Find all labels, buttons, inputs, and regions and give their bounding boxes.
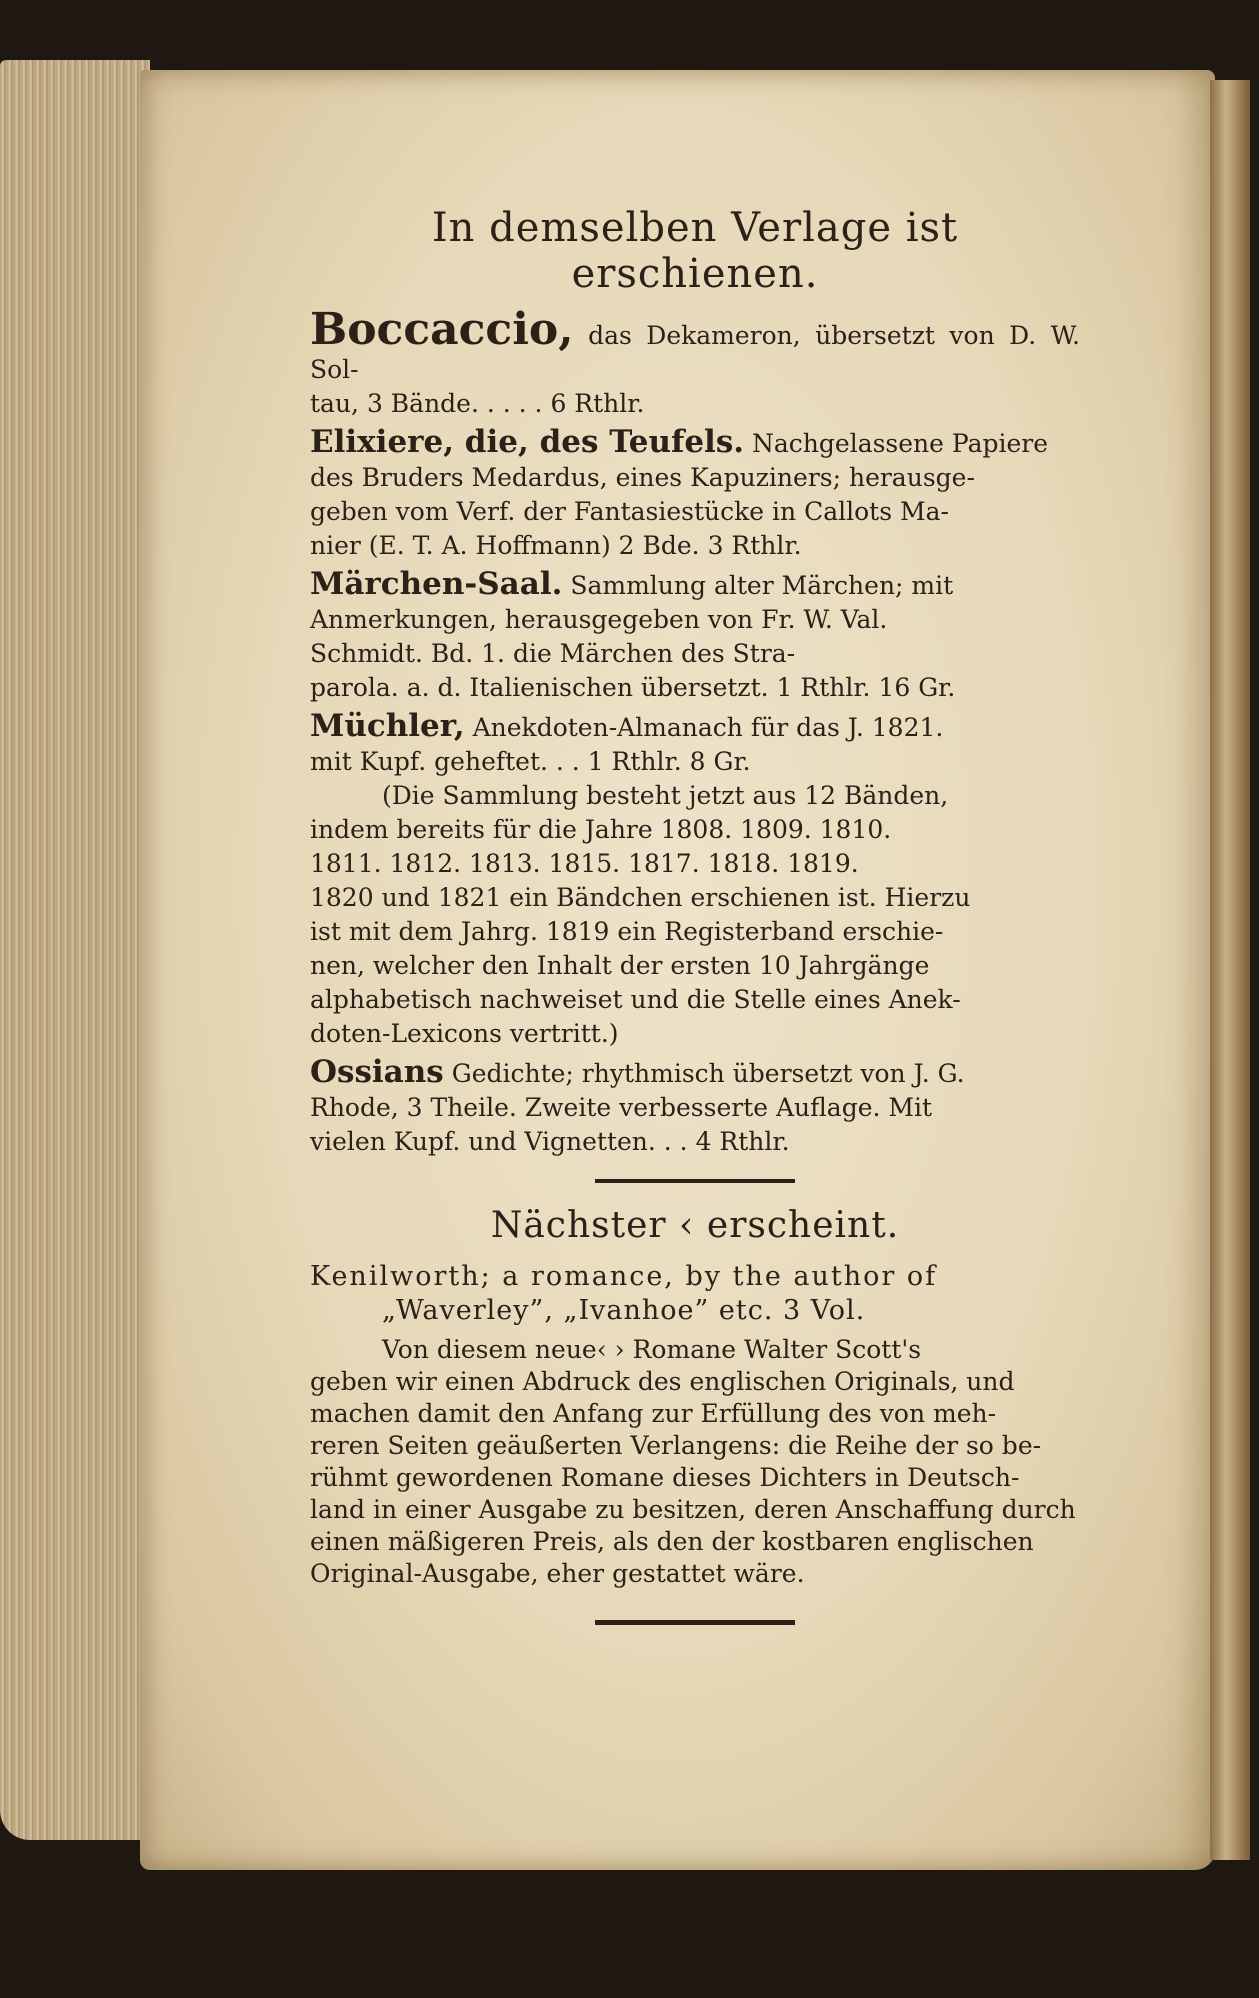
entry-elixiere (310, 425, 1080, 563)
entry-line: Anmerkungen, herausgegeben von Fr. W. Val. (310, 605, 888, 634)
english-line: „Waverley”, „Ivanhoe” etc. 3 Vol. (382, 1295, 866, 1326)
paragraph-line: rühmt gewordenen Romane dieses Dichters in Deutsch- (310, 1463, 1020, 1492)
paragraph-line: machen damit den Anfang zur Erfüllung des von meh- (310, 1399, 997, 1428)
page-edges (0, 60, 150, 1840)
entry-line: Schmidt. Bd. 1. die Märchen des Stra- (310, 639, 796, 668)
entry-name: Elixiere, die, des Teufels. (310, 424, 745, 460)
section-divider (595, 1179, 795, 1183)
closing-divider (595, 1620, 795, 1625)
entry-line: das Dekameron, übersetzt von D. W. Sol- (310, 321, 1080, 384)
entry-note-line: ist mit dem Jahrg. 1819 ein Registerband erschie- (310, 917, 944, 946)
entry-line: Gedichte; rhythmisch übersetzt von J. G. (451, 1059, 965, 1088)
english-line: Kenilworth; a romance, by the author of (310, 1261, 938, 1292)
entry-muechler (310, 709, 1080, 1051)
entry-note-line: doten-Lexicons vertritt.) (310, 1019, 619, 1048)
entry-note-line: alphabetisch nachweiset und die Stelle eines Anek- (310, 985, 961, 1014)
paragraph-line: Original-Ausgabe, eher gestattet wäre. (310, 1559, 805, 1588)
entry-boccaccio (310, 304, 1080, 421)
paragraph-line: einen mäßigeren Preis, als den der kostbaren englischen (310, 1527, 1034, 1556)
paragraph-line: geben wir einen Abdruck des englischen Originals, und (310, 1367, 1015, 1396)
entry-name: Ossians (310, 1054, 444, 1090)
paragraph-line: land in einer Ausgabe zu besitzen, deren Anschaffung durch (310, 1495, 1076, 1524)
entry-line: Sammlung alter Märchen; mit (570, 571, 954, 600)
entry-line: des Bruders Medardus, eines Kapuziners; herausge- (310, 463, 975, 492)
entry-note-line: 1820 und 1821 ein Bändchen erschienen ist. Hierzu (310, 883, 971, 912)
page-text (310, 205, 1080, 1625)
entry-note-line: 1811. 1812. 1813. 1815. 1817. 1818. 1819. (310, 849, 859, 878)
entry-line: tau, 3 Bände. . . . . 6 Rthlr. (310, 389, 645, 418)
entry-line: nier (E. T. A. Hoffmann) 2 Bde. 3 Rthlr. (310, 531, 802, 560)
english-title (310, 1260, 1080, 1328)
entry-line: geben vom Verf. der Fantasiestücke in Callots Ma- (310, 497, 949, 526)
entry-line: vielen Kupf. und Vignetten. . . 4 Rthlr. (310, 1127, 790, 1156)
entry-maerchen-saal (310, 567, 1080, 705)
entry-note-line: indem bereits für die Jahre 1808. 1809. 1810. (310, 815, 892, 844)
entry-ossians (310, 1055, 1080, 1159)
entry-note-line: (Die Sammlung besteht jetzt aus 12 Bänden, (382, 781, 949, 810)
paragraph-line: Von diesem neue‹ › Romane Walter Scott's (382, 1335, 922, 1364)
section-heading: Nächster ‹ erscheint. (490, 1205, 900, 1246)
entry-note-line: nen, welcher den Inhalt der ersten 10 Jahrgänge (310, 951, 930, 980)
paragraph-line: reren Seiten geäußerten Verlangens: die Reihe der so be- (310, 1431, 1042, 1460)
entry-line: Rhode, 3 Theile. Zweite verbesserte Auflage. Mit (310, 1093, 933, 1122)
entry-line: Nachgelassene Papiere (752, 429, 1049, 458)
entry-name: Boccaccio, (310, 304, 574, 355)
entry-name: Müchler, (310, 708, 465, 744)
entry-line: mit Kupf. geheftet. . . 1 Rthlr. 8 Gr. (310, 747, 751, 776)
entry-name: Märchen-Saal. (310, 566, 563, 602)
page-heading: In demselben Verlage ist erschienen. (431, 205, 959, 297)
entry-line: parola. a. d. Italienischen übersetzt. 1 Rthlr. 16 Gr. (310, 673, 956, 702)
announcement-paragraph (310, 1334, 1080, 1590)
entry-line: Anekdoten-Almanach für das J. 1821. (472, 713, 944, 742)
book-spine-edge (1210, 80, 1250, 1860)
